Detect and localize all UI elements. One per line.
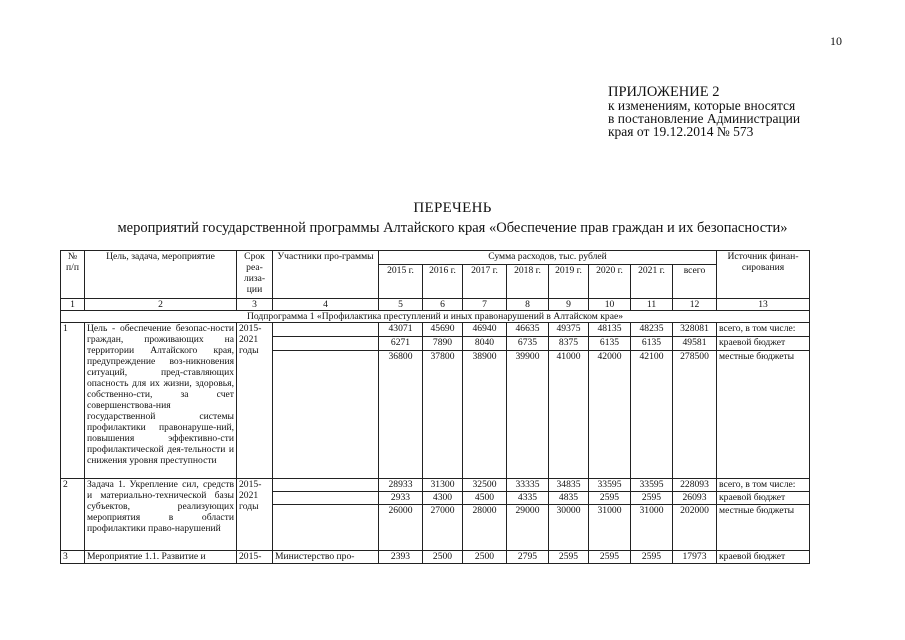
value-cell: 2933: [379, 492, 423, 505]
header-year: 2021 г.: [631, 265, 673, 299]
participants-cell: Министерство про-: [273, 551, 379, 564]
appendix-title: ПРИЛОЖЕНИЕ 2: [608, 84, 720, 100]
row-number: 1: [61, 323, 85, 479]
source-cell: местные бюджеты: [717, 351, 810, 479]
appendix-line: края от 19.12.2014 № 573: [608, 124, 754, 139]
appendix-block: [608, 86, 800, 138]
header-term: Срок реа-лиза-ции: [237, 251, 273, 299]
header-year: 2020 г.: [589, 265, 631, 299]
appendix-line: к изменениям, которые вносятся: [608, 98, 796, 113]
term-cell: 2015-: [237, 551, 273, 564]
value-cell: 26093: [673, 492, 717, 505]
value-cell: 33595: [589, 479, 631, 492]
value-cell: 48235: [631, 323, 673, 337]
column-number: 8: [507, 299, 549, 311]
value-cell: 31300: [423, 479, 463, 492]
value-cell: 49375: [549, 323, 589, 337]
header-year: 2018 г.: [507, 265, 549, 299]
source-cell: всего, в том числе:: [717, 323, 810, 337]
header-num: № п/п: [61, 251, 85, 299]
participants-cell: [273, 337, 379, 351]
value-cell: 328081: [673, 323, 717, 337]
source-cell: местные бюджеты: [717, 505, 810, 551]
value-cell: 2795: [507, 551, 549, 564]
value-cell: 17973: [673, 551, 717, 564]
value-cell: 31000: [631, 505, 673, 551]
value-cell: 28933: [379, 479, 423, 492]
value-cell: 6271: [379, 337, 423, 351]
header-year: 2017 г.: [463, 265, 507, 299]
value-cell: 31000: [589, 505, 631, 551]
value-cell: 28000: [463, 505, 507, 551]
value-cell: 6135: [631, 337, 673, 351]
value-cell: 4500: [463, 492, 507, 505]
column-number: 13: [717, 299, 810, 311]
value-cell: 202000: [673, 505, 717, 551]
subprogram-row: Подпрограмма 1 «Профилактика преступлений и иных правонарушений в Алтайском крае»: [61, 311, 810, 323]
column-number: 3: [237, 299, 273, 311]
participants-cell: [273, 323, 379, 337]
value-cell: 33335: [507, 479, 549, 492]
column-number: 10: [589, 299, 631, 311]
document-title: ПЕРЕЧЕНЬ: [413, 200, 492, 216]
value-cell: 42100: [631, 351, 673, 479]
participants-cell: [273, 505, 379, 551]
participants-cell: [273, 492, 379, 505]
value-cell: 2595: [631, 492, 673, 505]
value-cell: 45690: [423, 323, 463, 337]
goal-cell: Мероприятие 1.1. Развитие и: [85, 551, 237, 564]
value-cell: 37800: [423, 351, 463, 479]
value-cell: 278500: [673, 351, 717, 479]
value-cell: 8375: [549, 337, 589, 351]
value-cell: 2500: [463, 551, 507, 564]
source-cell: краевой бюджет: [717, 337, 810, 351]
appendix-line: в постановление Администрации: [608, 111, 801, 126]
row-number: 2: [61, 479, 85, 551]
column-number: 6: [423, 299, 463, 311]
value-cell: 2393: [379, 551, 423, 564]
value-cell: 8040: [463, 337, 507, 351]
column-number: 12: [673, 299, 717, 311]
value-cell: 228093: [673, 479, 717, 492]
goal-cell: Задача 1. Укрепление сил, средств и материально-технической базы субъектов, реализующих мероприятия в области профилактики право-нарушений: [85, 479, 237, 551]
source-cell: краевой бюджет: [717, 492, 810, 505]
document-subtitle: мероприятий государственной программы Алтайского края «Обеспечение прав граждан и их безопасности»: [117, 220, 788, 236]
measures-table: [60, 250, 810, 564]
header-source: Источник финан-сирования: [717, 251, 810, 299]
value-cell: 34835: [549, 479, 589, 492]
source-cell: краевой бюджет: [717, 551, 810, 564]
header-participants: Участники про-граммы: [273, 251, 379, 299]
participants-cell: [273, 351, 379, 479]
page-number: 10: [830, 34, 842, 48]
value-cell: 39900: [507, 351, 549, 479]
participants-cell: [273, 479, 379, 492]
row-number: 3: [61, 551, 85, 564]
value-cell: 4835: [549, 492, 589, 505]
value-cell: 49581: [673, 337, 717, 351]
header-sum: Сумма расходов, тыс. рублей: [379, 251, 717, 265]
value-cell: 2595: [549, 551, 589, 564]
header-year: 2015 г.: [379, 265, 423, 299]
value-cell: 30000: [549, 505, 589, 551]
column-number: 11: [631, 299, 673, 311]
column-number: 1: [61, 299, 85, 311]
value-cell: 46635: [507, 323, 549, 337]
term-cell: 2015-2021 годы: [237, 479, 273, 551]
value-cell: 43071: [379, 323, 423, 337]
value-cell: 32500: [463, 479, 507, 492]
value-cell: 33595: [631, 479, 673, 492]
header-goal: Цель, задача, мероприятие: [85, 251, 237, 299]
value-cell: 6735: [507, 337, 549, 351]
column-number: 2: [85, 299, 237, 311]
term-cell: 2015-2021 годы: [237, 323, 273, 479]
header-year: 2016 г.: [423, 265, 463, 299]
value-cell: 2500: [423, 551, 463, 564]
value-cell: 2595: [631, 551, 673, 564]
value-cell: 4300: [423, 492, 463, 505]
value-cell: 6135: [589, 337, 631, 351]
value-cell: 4335: [507, 492, 549, 505]
value-cell: 26000: [379, 505, 423, 551]
value-cell: 29000: [507, 505, 549, 551]
value-cell: 48135: [589, 323, 631, 337]
value-cell: 27000: [423, 505, 463, 551]
header-year: 2019 г.: [549, 265, 589, 299]
header-total: всего: [673, 265, 717, 299]
value-cell: 2595: [589, 492, 631, 505]
column-number: 7: [463, 299, 507, 311]
value-cell: 36800: [379, 351, 423, 479]
value-cell: 7890: [423, 337, 463, 351]
column-number: 9: [549, 299, 589, 311]
source-cell: всего, в том числе:: [717, 479, 810, 492]
value-cell: 42000: [589, 351, 631, 479]
column-number: 4: [273, 299, 379, 311]
column-number: 5: [379, 299, 423, 311]
value-cell: 46940: [463, 323, 507, 337]
value-cell: 41000: [549, 351, 589, 479]
value-cell: 2595: [589, 551, 631, 564]
goal-cell: Цель - обеспечение безопас-ности граждан, проживающих на территории Алтайского края, предупреждение воз-никновения ситуаций, пред-ставляющих опасность для их жизни, здоровья, собственно-сти, за счет совершенствова-ния государственной системы профилактики правонаруше-ний, повышения эффективно-сти профилактической дея-тельности и снижения уровня преступности: [85, 323, 237, 479]
value-cell: 38900: [463, 351, 507, 479]
